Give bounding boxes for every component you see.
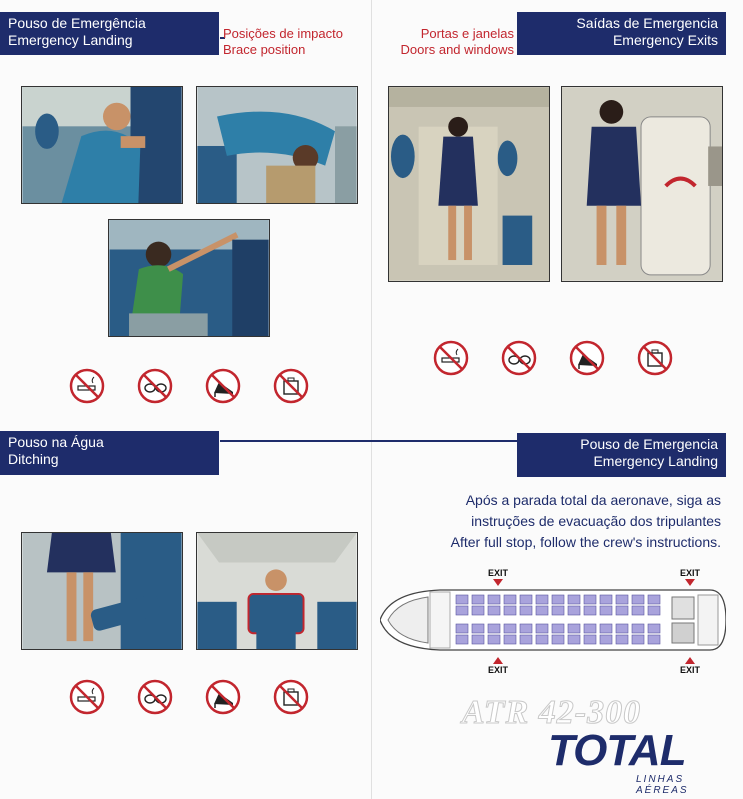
- header-emergency-landing-2-en: Emergency Landing: [593, 453, 718, 469]
- no-smoking-icon: [433, 340, 469, 376]
- header-emergency-landing-2: [517, 433, 726, 477]
- seat: [552, 624, 564, 633]
- seat: [472, 624, 484, 633]
- seat: [456, 606, 468, 615]
- seat: [472, 595, 484, 604]
- seat: [504, 606, 516, 615]
- exit-text: EXIT: [679, 665, 700, 675]
- seat: [488, 595, 500, 604]
- seat: [536, 624, 548, 633]
- seat: [632, 606, 644, 615]
- seat: [600, 595, 612, 604]
- exit-arrow-icon: [493, 657, 503, 664]
- header-ditching-pt: Pouso na Água: [8, 434, 104, 450]
- exit-text: EXIT: [487, 568, 508, 578]
- seat: [536, 595, 548, 604]
- subtitle-brace: [223, 26, 343, 58]
- seat: [648, 635, 660, 644]
- no-glasses-icon: [137, 679, 173, 715]
- no-glasses-icon: [137, 368, 173, 404]
- aircraft-seat-map: [380, 587, 726, 653]
- seat: [456, 635, 468, 644]
- total-logo: [548, 726, 728, 796]
- seat: [504, 635, 516, 644]
- instructions-line-2: instruções de evacuação dos tripulantes: [471, 513, 721, 529]
- seat: [648, 624, 660, 633]
- no-high-heels-icon: [569, 340, 605, 376]
- exit-label-rear-left: [676, 568, 704, 587]
- illustration-brace-seat-back: [21, 86, 183, 204]
- seat: [472, 606, 484, 615]
- no-smoking-icon: [69, 368, 105, 404]
- seat: [568, 606, 580, 615]
- seat: [520, 635, 532, 644]
- instructions-line-3: After full stop, follow the crew's instructions.: [450, 534, 721, 550]
- seat: [584, 624, 596, 633]
- seat: [488, 624, 500, 633]
- header-ditching: [0, 431, 219, 475]
- evacuation-instructions: [381, 490, 721, 553]
- seat: [632, 595, 644, 604]
- exit-label-front-left: [484, 568, 512, 587]
- subtitle-doors-pt: Portas e janelas: [420, 26, 514, 41]
- subtitle-doors: [384, 26, 514, 58]
- subtitle-brace-en: Brace position: [223, 42, 306, 57]
- brand-tagline: LINHAS AÉREAS: [636, 774, 689, 796]
- seat: [584, 635, 596, 644]
- seat: [504, 595, 516, 604]
- header-ditching-en: Ditching: [8, 451, 59, 467]
- no-glasses-icon: [501, 340, 537, 376]
- header-emergency-exits-pt: Saídas de Emergencia: [576, 15, 718, 31]
- fold-line-vertical: [371, 0, 372, 799]
- header-emergency-landing-en: Emergency Landing: [8, 32, 133, 48]
- illustration-brace-hands-forward: [108, 219, 270, 337]
- seat: [552, 606, 564, 615]
- seat: [632, 624, 644, 633]
- illustration-seat-cushion-removal: [21, 532, 183, 650]
- illustration-door-window-open: [388, 86, 550, 282]
- seat: [456, 624, 468, 633]
- seat: [552, 635, 564, 644]
- seat: [600, 606, 612, 615]
- seat: [568, 595, 580, 604]
- seat: [472, 635, 484, 644]
- seat: [536, 635, 548, 644]
- seat: [600, 635, 612, 644]
- exit-label-front-right: [484, 656, 512, 675]
- exit-arrow-icon: [685, 657, 695, 664]
- aircraft-model-title: ATR 42-300: [462, 694, 642, 731]
- seat: [616, 624, 628, 633]
- seat: [520, 595, 532, 604]
- exit-arrow-icon: [685, 579, 695, 586]
- seat: [616, 595, 628, 604]
- brand-name: TOTAL: [548, 726, 686, 775]
- seat: [568, 624, 580, 633]
- seat: [616, 635, 628, 644]
- illustration-emergency-exit-door: [561, 86, 723, 282]
- seat: [648, 595, 660, 604]
- exit-text: EXIT: [679, 568, 700, 578]
- seat: [520, 624, 532, 633]
- no-luggage-icon: [637, 340, 673, 376]
- subtitle-doors-en: Doors and windows: [400, 42, 514, 57]
- seat: [584, 595, 596, 604]
- no-smoking-icon: [69, 679, 105, 715]
- exit-text: EXIT: [487, 665, 508, 675]
- no-high-heels-icon: [205, 368, 241, 404]
- instructions-line-1: Após a parada total da aeronave, siga as: [465, 492, 721, 508]
- seat: [536, 606, 548, 615]
- illustration-passenger-with-cushion: [196, 532, 358, 650]
- header-emergency-exits: [517, 12, 726, 55]
- header-emergency-landing-pt: Pouso de Emergência: [8, 15, 146, 31]
- seat: [488, 606, 500, 615]
- subtitle-brace-pt: Posições de impacto: [223, 26, 343, 41]
- seat: [504, 624, 516, 633]
- seat: [488, 635, 500, 644]
- seat: [568, 635, 580, 644]
- rule-middle: [220, 440, 520, 442]
- seat: [648, 606, 660, 615]
- seat: [552, 595, 564, 604]
- seat: [632, 635, 644, 644]
- no-luggage-icon: [273, 368, 309, 404]
- no-high-heels-icon: [205, 679, 241, 715]
- exit-label-rear-right: [676, 656, 704, 675]
- exit-arrow-icon: [493, 579, 503, 586]
- illustration-brace-bent-forward: [196, 86, 358, 204]
- seat: [456, 595, 468, 604]
- header-emergency-landing: [0, 12, 219, 55]
- seat: [584, 606, 596, 615]
- seat: [616, 606, 628, 615]
- no-luggage-icon: [273, 679, 309, 715]
- seat: [520, 606, 532, 615]
- header-emergency-exits-en: Emergency Exits: [612, 32, 718, 48]
- seat: [600, 624, 612, 633]
- header-emergency-landing-2-pt: Pouso de Emergencia: [580, 436, 718, 452]
